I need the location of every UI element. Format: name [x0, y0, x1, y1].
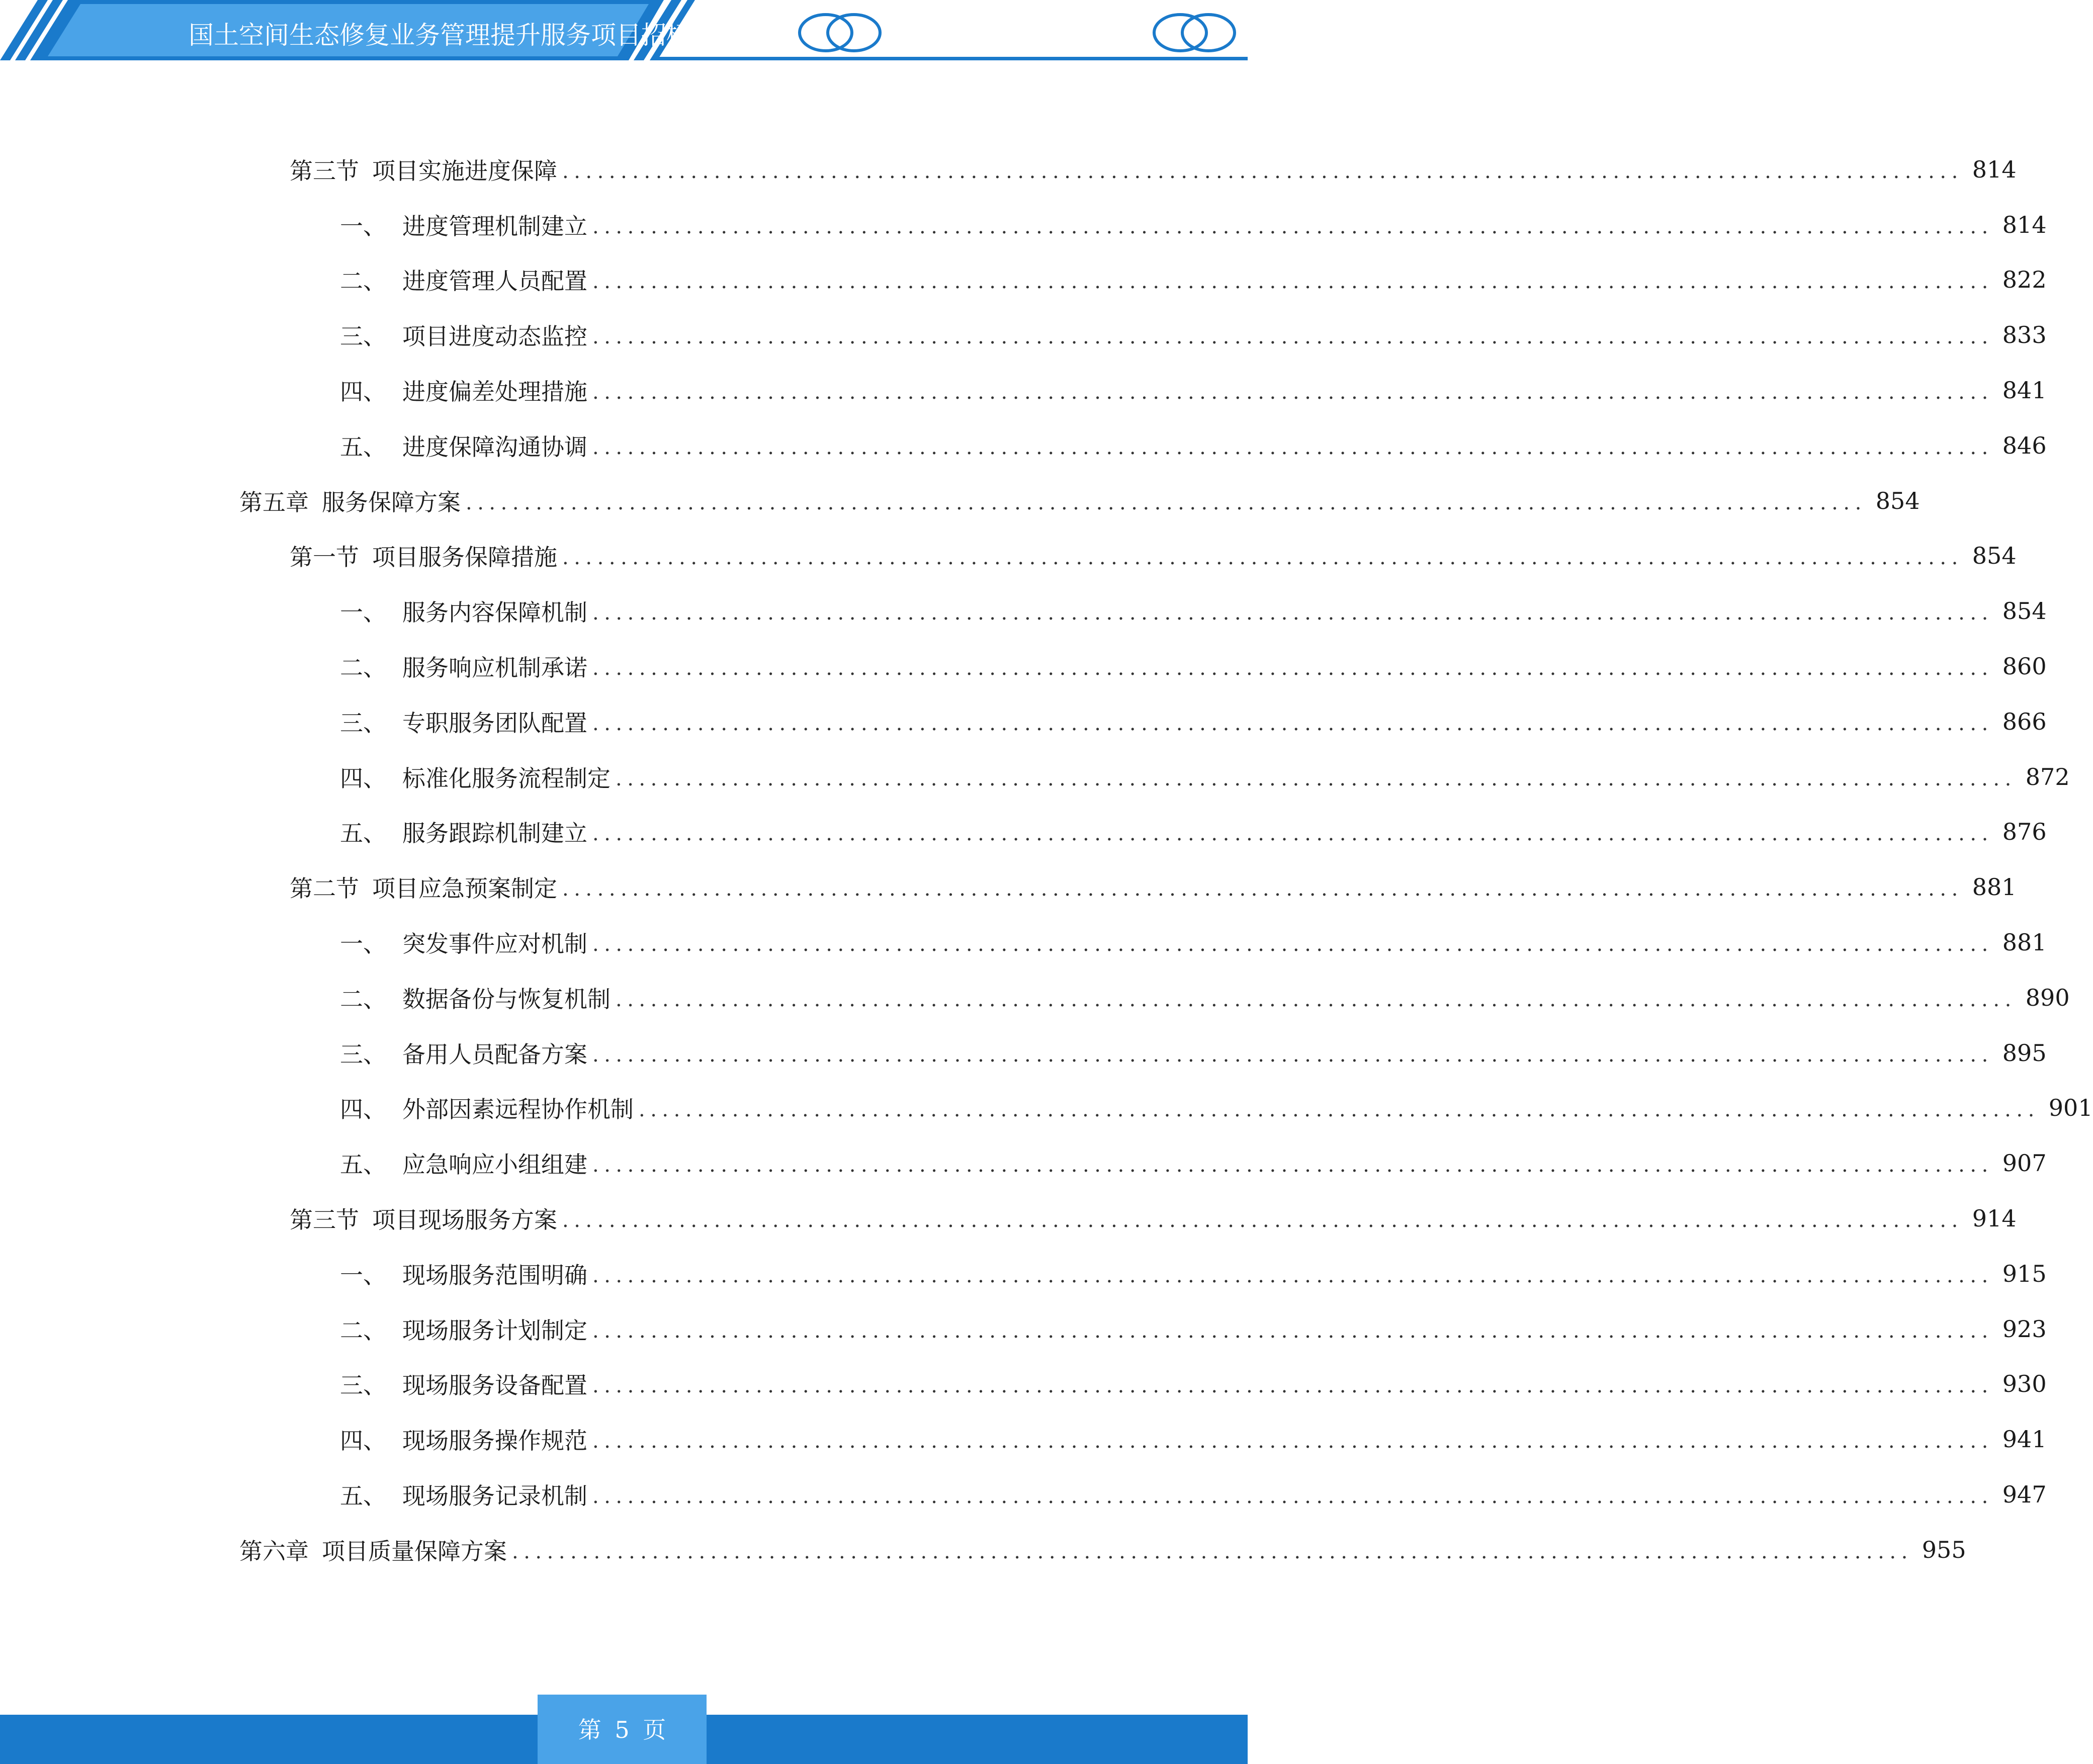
- toc-dot-leader: ........................................................................................................................: [616, 988, 2017, 1011]
- toc-entry-prefix: 五、: [340, 820, 386, 847]
- toc-entry-label: [340, 650, 587, 683]
- toc-dot-leader: ........................................................................................................................: [592, 435, 1993, 459]
- toc-entry-page: 814: [2002, 211, 2047, 238]
- toc-dot-leader: ........................................................................................................................: [562, 877, 1963, 901]
- toc-entry[interactable]: [0, 1467, 2047, 1522]
- toc-entry-prefix: 五、: [340, 433, 386, 461]
- toc-entry-label: [340, 318, 587, 351]
- toc-entry-prefix: 四、: [340, 1096, 386, 1123]
- toc-entry-prefix: 一、: [340, 599, 386, 627]
- toc-entry-page: 860: [2002, 653, 2047, 680]
- toc-entry-title: 现场服务计划制定: [402, 1316, 587, 1344]
- toc-entry-prefix: 三、: [340, 1040, 386, 1068]
- toc-entry-page: 947: [2002, 1481, 2047, 1509]
- toc-dot-leader: ........................................................................................................................: [592, 1043, 1993, 1067]
- toc-entry-title: 现场服务设备配置: [402, 1372, 587, 1399]
- toc-entry-label: [239, 1533, 507, 1566]
- toc-entry-title: 突发事件应对机制: [402, 930, 587, 958]
- toc-entry-page: 901: [2048, 1094, 2093, 1122]
- toc-entry-label: [340, 815, 587, 848]
- toc-dot-leader: ........................................................................................................................: [592, 1264, 1993, 1287]
- toc-entry-title: 现场服务范围明确: [402, 1261, 587, 1289]
- toc-dot-leader: ........................................................................................................................: [592, 381, 1993, 404]
- toc-entry-title: 项目质量保障方案: [322, 1537, 507, 1565]
- toc-entry-label: [340, 1146, 587, 1180]
- toc-entry-label: [340, 594, 587, 628]
- toc-entry-title: 进度保障沟通协调: [402, 433, 587, 461]
- toc-entry-page: 923: [2002, 1315, 2047, 1343]
- toc-entry[interactable]: [0, 197, 2047, 252]
- toc-dot-leader: ........................................................................................................................: [562, 546, 1963, 570]
- toc-entry-title: 服务响应机制承诺: [402, 654, 587, 682]
- toc-entry[interactable]: [0, 970, 2070, 1025]
- rings-logo-icon: [795, 10, 885, 55]
- toc-entry-prefix: 一、: [340, 930, 386, 958]
- toc-entry-title: 项目现场服务方案: [372, 1206, 557, 1234]
- toc-entry-prefix: 四、: [340, 764, 386, 792]
- toc-entry-title: 数据备份与恢复机制: [402, 985, 611, 1013]
- toc-entry-label: [290, 870, 557, 904]
- toc-dot-leader: ........................................................................................................................: [592, 657, 1993, 680]
- toc-entry[interactable]: [0, 1357, 2047, 1412]
- toc-entry-prefix: 第三节: [290, 1206, 359, 1234]
- toc-dot-leader: ........................................................................................................................: [592, 325, 1993, 349]
- toc-entry-label: [340, 1257, 587, 1290]
- toc-entry-page: 822: [2002, 266, 2047, 294]
- toc-dot-leader: ........................................................................................................................: [592, 1374, 1993, 1398]
- toc-entry-label: [340, 1312, 587, 1346]
- toc-entry[interactable]: [0, 915, 2047, 970]
- toc-entry-page: 872: [2025, 763, 2070, 790]
- toc-entry-label: [340, 705, 587, 738]
- toc-dot-leader: ........................................................................................................................: [592, 822, 1993, 846]
- toc-entry-page: 833: [2002, 321, 2047, 349]
- toc-entry[interactable]: [0, 694, 2047, 749]
- toc-entry-prefix: 二、: [340, 985, 386, 1013]
- toc-dot-leader: ........................................................................................................................: [616, 767, 2017, 790]
- toc-entry[interactable]: [0, 1412, 2047, 1467]
- toc-entry-title: 项目应急预案制定: [372, 875, 557, 903]
- toc-dot-leader: ........................................................................................................................: [639, 1098, 2040, 1122]
- toc-entry-label: [340, 1036, 587, 1070]
- rings-logo-icon: [1149, 10, 1240, 55]
- toc-entry-label: [340, 1367, 587, 1400]
- toc-entry-label: [340, 981, 611, 1014]
- toc-entry-label: [340, 1478, 587, 1511]
- toc-entry[interactable]: [0, 1246, 2047, 1301]
- toc-entry-title: 进度管理人员配置: [402, 268, 587, 295]
- toc-dot-leader: ........................................................................................................................: [592, 601, 1993, 625]
- toc-entry-prefix: 一、: [340, 1261, 386, 1289]
- toc-entry[interactable]: [0, 142, 2017, 197]
- toc-entry-label: [340, 263, 587, 296]
- toc-entry[interactable]: [0, 1301, 2047, 1357]
- toc-entry[interactable]: [0, 1135, 2047, 1191]
- toc-entry-label: [290, 539, 557, 572]
- toc-dot-leader: ........................................................................................................................: [592, 712, 1993, 735]
- toc-entry[interactable]: [0, 1522, 1966, 1577]
- toc-entry-prefix: 二、: [340, 654, 386, 682]
- toc-entry-title: 外部因素远程协作机制: [402, 1096, 634, 1123]
- toc-entry-page: 895: [2002, 1039, 2047, 1067]
- toc-entry-label: [290, 153, 557, 186]
- toc-entry-prefix: 第二节: [290, 875, 359, 903]
- toc-dot-leader: ........................................................................................................................: [592, 1485, 1993, 1509]
- toc-entry-title: 项目实施进度保障: [372, 157, 557, 185]
- toc-entry-page: 814: [1972, 155, 2017, 183]
- toc-entry-prefix: 一、: [340, 212, 386, 240]
- toc-entry-prefix: 第三节: [290, 157, 359, 185]
- toc-entry-page: 866: [2002, 708, 2047, 735]
- toc-entry-label: [340, 926, 587, 959]
- toc-entry-page: 881: [2002, 929, 2047, 956]
- toc-dot-leader: ........................................................................................................................: [592, 1430, 1993, 1453]
- toc-entry-label: [340, 374, 587, 407]
- toc-entry-prefix: 三、: [340, 323, 386, 350]
- toc-entry[interactable]: [0, 749, 2070, 805]
- toc-entry-page: 854: [2002, 597, 2047, 625]
- toc-entry[interactable]: [0, 583, 2047, 639]
- header-rule: [654, 57, 1248, 60]
- toc-entry-page: 915: [2002, 1260, 2047, 1287]
- toc-entry-label: [290, 1202, 557, 1235]
- toc-entry-title: 进度管理机制建立: [402, 212, 587, 240]
- toc-entry[interactable]: [0, 859, 2017, 915]
- toc-entry[interactable]: [0, 528, 2017, 584]
- page-header: [0, 0, 1248, 70]
- toc-entry-page: 890: [2025, 984, 2070, 1011]
- toc-entry-title: 服务跟踪机制建立: [402, 820, 587, 847]
- toc-entry-page: 955: [1922, 1536, 1966, 1563]
- toc-entry-title: 应急响应小组组建: [402, 1151, 587, 1179]
- toc-dot-leader: ........................................................................................................................: [466, 491, 1867, 514]
- toc-entry-prefix: 第五章: [239, 488, 309, 516]
- toc-entry-title: 现场服务记录机制: [402, 1482, 587, 1510]
- toc-entry[interactable]: [0, 418, 2047, 473]
- table-of-contents: [0, 142, 2093, 1577]
- toc-entry-page: 876: [2002, 818, 2047, 846]
- toc-entry-title: 项目进度动态监控: [402, 323, 587, 350]
- toc-entry-label: [239, 484, 461, 517]
- toc-entry-label: [340, 429, 587, 462]
- toc-entry-title: 标准化服务流程制定: [402, 764, 611, 792]
- toc-entry[interactable]: [0, 1081, 2093, 1136]
- toc-entry-page: 907: [2002, 1150, 2047, 1177]
- toc-entry-prefix: 第六章: [239, 1537, 309, 1565]
- toc-entry-prefix: 三、: [340, 1372, 386, 1399]
- toc-dot-leader: ........................................................................................................................: [592, 933, 1993, 956]
- toc-entry-page: 914: [1972, 1205, 2017, 1232]
- toc-entry[interactable]: [0, 307, 2047, 363]
- toc-entry-title: 备用人员配备方案: [402, 1040, 587, 1068]
- toc-entry-page: 841: [2002, 377, 2047, 404]
- toc-entry-prefix: 第一节: [290, 544, 359, 571]
- toc-dot-leader: ........................................................................................................................: [592, 1319, 1993, 1343]
- toc-entry-label: [340, 1091, 634, 1124]
- toc-entry-title: 现场服务操作规范: [402, 1427, 587, 1455]
- toc-entry-label: [340, 208, 587, 241]
- toc-entry-title: 项目服务保障措施: [372, 544, 557, 571]
- toc-entry[interactable]: [0, 1191, 2017, 1246]
- toc-entry-prefix: 二、: [340, 1316, 386, 1344]
- toc-dot-leader: ........................................................................................................................: [512, 1540, 1913, 1563]
- toc-entry-prefix: 五、: [340, 1151, 386, 1179]
- toc-dot-leader: ........................................................................................................................: [592, 270, 1993, 294]
- toc-entry-label: [340, 1423, 587, 1456]
- toc-entry[interactable]: [0, 805, 2047, 860]
- toc-entry-prefix: 二、: [340, 268, 386, 295]
- toc-entry-title: 进度偏差处理措施: [402, 378, 587, 406]
- toc-entry[interactable]: [0, 363, 2047, 418]
- toc-dot-leader: ........................................................................................................................: [562, 159, 1963, 183]
- toc-entry-title: 服务保障方案: [322, 488, 461, 516]
- toc-dot-leader: ........................................................................................................................: [592, 1154, 1993, 1177]
- toc-entry-page: 930: [2002, 1370, 2047, 1398]
- toc-entry-label: [340, 760, 611, 793]
- toc-entry-prefix: 三、: [340, 709, 386, 737]
- toc-entry[interactable]: [0, 1025, 2047, 1081]
- toc-entry[interactable]: [0, 639, 2047, 694]
- toc-entry-prefix: 四、: [340, 378, 386, 406]
- toc-entry-page: 854: [1875, 487, 1920, 514]
- toc-entry[interactable]: [0, 252, 2047, 308]
- toc-dot-leader: ........................................................................................................................: [592, 215, 1993, 238]
- toc-entry-page: 854: [1972, 542, 2017, 570]
- toc-entry-page: 846: [2002, 431, 2047, 459]
- toc-entry-title: 专职服务团队配置: [402, 709, 587, 737]
- toc-entry-page: 881: [1972, 873, 2017, 901]
- toc-entry-prefix: 五、: [340, 1482, 386, 1510]
- toc-entry-prefix: 四、: [340, 1427, 386, 1455]
- toc-entry-title: 服务内容保障机制: [402, 599, 587, 627]
- page-number: 第 5 页: [578, 1716, 666, 1743]
- toc-entry[interactable]: [0, 473, 1920, 528]
- toc-dot-leader: ........................................................................................................................: [562, 1209, 1963, 1232]
- toc-entry-page: 941: [2002, 1426, 2047, 1453]
- header-title: 国土空间生态修复业务管理提升服务项目招标: [189, 21, 691, 50]
